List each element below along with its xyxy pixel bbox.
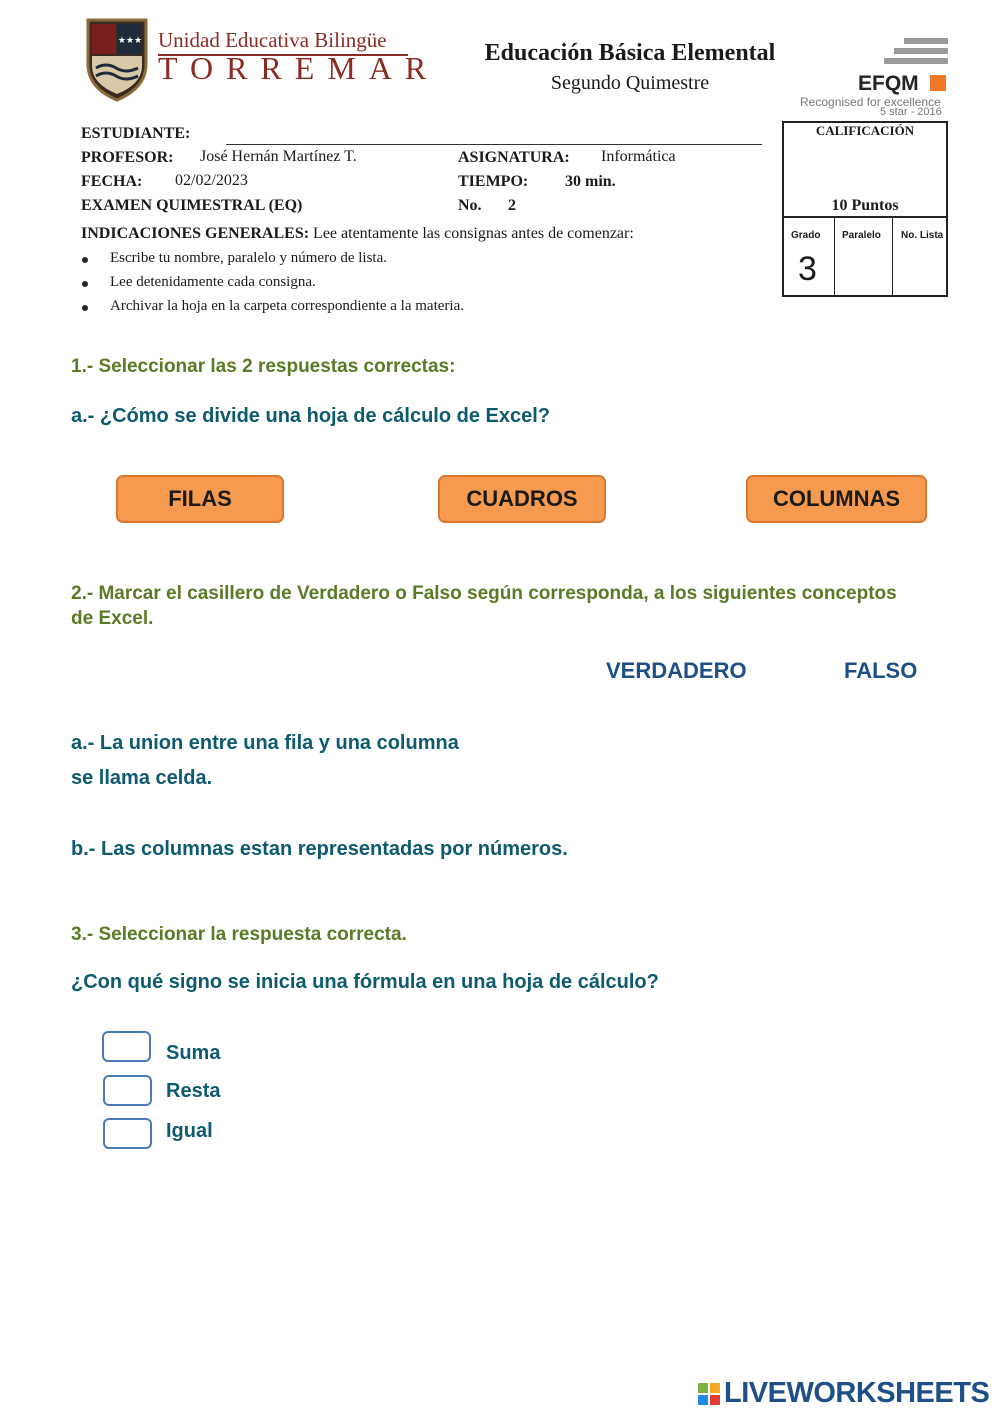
statement-b: b.- Las columnas estan representadas por números. xyxy=(71,838,568,860)
question1-heading: 1.- Seleccionar las 2 respuestas correctas: xyxy=(71,356,456,377)
question2-heading-line2: de Excel. xyxy=(71,608,154,629)
bullet-icon xyxy=(82,281,88,287)
instruction-item: Escribe tu nombre, paralelo y número de lista. xyxy=(110,250,387,266)
option-columnas-button[interactable]: COLUMNAS xyxy=(746,475,927,523)
option-igual-label: Igual xyxy=(166,1120,213,1142)
section-col-header: Paralelo xyxy=(842,230,881,241)
instructions-label: INDICACIONES GENERALES: xyxy=(81,225,310,242)
date-value: 02/02/2023 xyxy=(175,172,248,189)
teacher-label: PROFESOR: xyxy=(81,149,174,166)
school-name-line1: Unidad Educativa Bilingüe xyxy=(158,28,387,52)
time-value: 30 min. xyxy=(565,173,616,190)
grade-box-title: CALIFICACIÓN xyxy=(815,123,915,138)
instructions-text: Lee atentamente las consignas antes de comenzar: xyxy=(313,225,634,242)
question3-heading: 3.- Seleccionar la respuesta correcta. xyxy=(71,924,407,945)
statement-a-false-target[interactable] xyxy=(850,735,920,785)
list-col-header: No. Lista xyxy=(901,230,944,241)
bullet-icon xyxy=(82,305,88,311)
grade-box-points: 10 Puntos xyxy=(831,197,899,214)
grade-box-divider xyxy=(782,216,948,218)
number-label: No. xyxy=(458,197,482,214)
option-cuadros-button[interactable]: CUADROS xyxy=(438,475,606,523)
statement-b-false-target[interactable] xyxy=(850,830,920,870)
svg-text:★★★: ★★★ xyxy=(117,35,143,45)
liveworksheets-brand: LIVEWORKSHEETS xyxy=(724,1377,990,1409)
bullet-icon xyxy=(82,257,88,263)
grade-value: 3 xyxy=(798,250,817,288)
grade-box-col-divider xyxy=(834,216,835,297)
question3-prompt: ¿Con qué signo se inicia una fórmula en una hoja de cálculo? xyxy=(71,971,659,993)
subject-value: Informática xyxy=(601,148,676,165)
liveworksheets-logo-icon xyxy=(698,1383,720,1405)
option-resta-label: Resta xyxy=(166,1080,221,1102)
exam-label: EXAMEN QUIMESTRAL (EQ) xyxy=(81,197,303,214)
time-label: TIEMPO: xyxy=(458,173,529,190)
student-label: ESTUDIANTE: xyxy=(81,125,191,142)
document-title: Educación Básica Elemental xyxy=(484,40,776,66)
option-resta-checkbox[interactable] xyxy=(103,1075,152,1106)
statement-a-true-target[interactable] xyxy=(640,735,730,785)
number-value: 2 xyxy=(508,197,516,214)
date-label: FECHA: xyxy=(81,173,143,190)
efqm-square-icon xyxy=(930,75,946,91)
true-column-header: VERDADERO xyxy=(606,658,747,683)
option-suma-checkbox[interactable] xyxy=(102,1031,151,1062)
school-crest-logo xyxy=(84,16,150,102)
teacher-value: José Hernán Martínez T. xyxy=(200,148,357,165)
option-igual-checkbox[interactable] xyxy=(103,1118,152,1149)
efqm-logo: EFQM xyxy=(858,72,919,95)
student-name-field[interactable] xyxy=(226,144,762,145)
instruction-item: Lee detenidamente cada consigna. xyxy=(110,274,316,290)
document-subtitle: Segundo Quimestre xyxy=(550,72,710,94)
grade-box-col-divider xyxy=(892,216,893,297)
efqm-star-text: 5 star - 2016 xyxy=(880,106,942,118)
instruction-item: Archivar la hoja en la carpeta correspondiente a la materia. xyxy=(110,298,464,314)
option-suma-label: Suma xyxy=(166,1042,221,1064)
grade-col-header: Grado xyxy=(791,230,821,241)
instructions-heading xyxy=(81,225,634,243)
false-column-header: FALSO xyxy=(844,658,918,683)
question2-heading-line1: 2.- Marcar el casillero de Verdadero o Falso según corresponda, a los siguientes conceptos xyxy=(71,583,897,604)
school-name-line2: TORREMAR xyxy=(158,50,440,86)
subject-label: ASIGNATURA: xyxy=(458,149,570,166)
statement-a-line1: a.- La union entre una fila y una columna xyxy=(71,732,459,754)
option-filas-button[interactable]: FILAS xyxy=(116,475,284,523)
statement-b-true-target[interactable] xyxy=(640,830,730,870)
statement-a-line2: se llama celda. xyxy=(71,767,213,789)
efqm-recognised-text: Recognised for excellence xyxy=(800,95,941,109)
question1-prompt: a.- ¿Cómo se divide una hoja de cálculo de Excel? xyxy=(71,405,551,427)
